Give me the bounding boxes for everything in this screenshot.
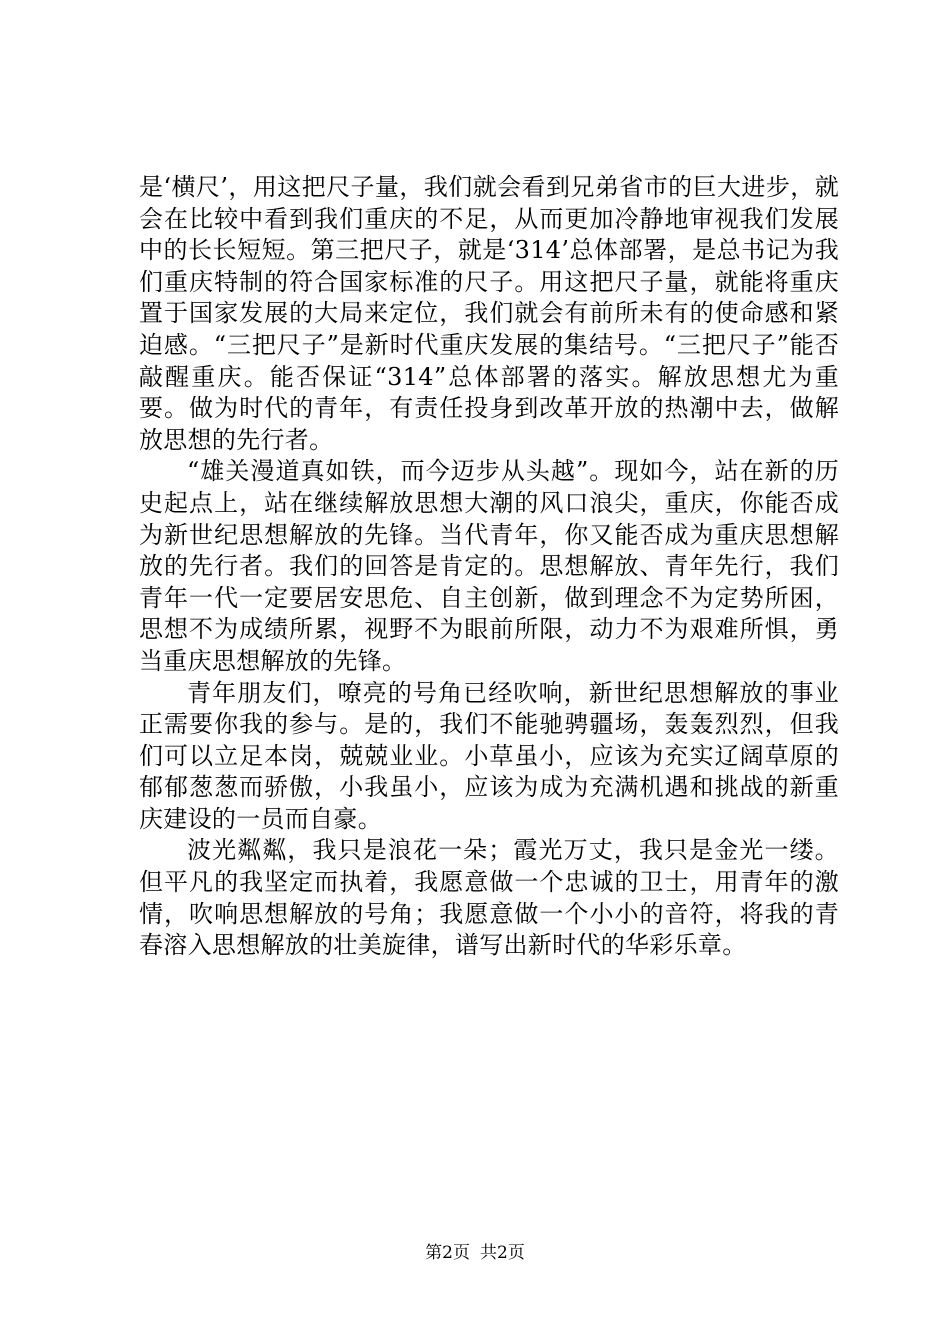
paragraph-2: “雄关漫道真如铁，而今迈步从头越”。现如今，站在新的历史起点上，站在继续解放思想大潮的风口浪尖，重庆，你能否成为新世纪思想解放的先锋。当代青年，你又能否成为重庆思想解放的先行者。我们的回答是肯定的。思想解放、青年先行，我们青年一代一定要居安思危、自主创新，做到理念不为定势所困，思想不为成绩所累，视野不为眼前所限，动力不为艰难所惧，勇当重庆思想解放的先锋。 [139,457,839,675]
page-total: 共2页 [480,1243,525,1263]
paragraph-1: 是‘横尺’，用这把尺子量，我们就会看到兄弟省市的巨大进步，就会在比较中看到我们重庆的不足，从而更加冷静地审视我们发展中的长长短短。第三把尺子，就是‘314’总体部署，是总书记为我们重庆特制的符合国家标准的尺子。用这把尺子量，就能将重庆置于国家发展的大局来定位，我们就会有前所未有的使命感和紧迫感。“三把尺子”是新时代重庆发展的集结号。“三把尺子”能否敲醒重庆。能否保证“314”总体部署的落实。解放思想尤为重要。做为时代的青年，有责任投身到改革开放的热潮中去，做解放思想的先行者。 [139,173,839,454]
paragraph-3: 青年朋友们，嘹亮的号角已经吹响，新世纪思想解放的事业正需要你我的参与。是的，我们不能驰骋疆场，轰轰烈烈，但我们可以立足本岗，兢兢业业。小草虽小，应该为充实辽阔草原的郁郁葱葱而骄傲，小我虽小，应该为成为充满机遇和挑战的新重庆建设的一员而自豪。 [139,678,839,833]
document-body [139,172,839,962]
paragraph-4: 波光粼粼，我只是浪花一朵；霞光万丈，我只是金光一缕。但平凡的我坚定而执着，我愿意做一个忠诚的卫士，用青年的激情，吹响思想解放的号角；我愿意做一个小小的音符，将我的青春溶入思想解放的壮美旋律，谱写出新时代的华彩乐章。 [139,836,839,960]
page-footer [0,1242,950,1264]
page-number: 第2页 [425,1243,470,1263]
